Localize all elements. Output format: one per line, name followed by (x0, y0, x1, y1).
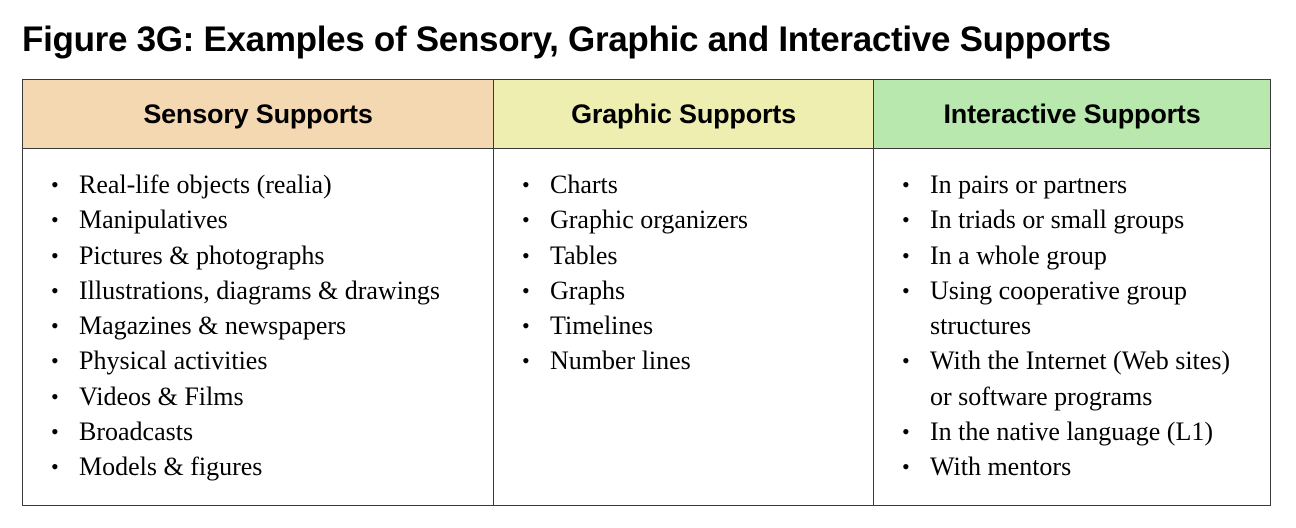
list-item (902, 414, 1258, 449)
list-item-text: Broadcasts (79, 417, 194, 447)
bullet-icon: • (51, 172, 59, 197)
list-item-text: Graphic organizers (550, 205, 749, 235)
list-item-text: With mentors (930, 452, 1072, 482)
list-item-text: Number lines (550, 346, 691, 376)
graphic-supports-header: Graphic Supports (494, 80, 874, 149)
list-item (51, 343, 481, 378)
list-item (522, 238, 861, 273)
list-item-text: Real-life objects (realia) (79, 170, 332, 199)
list-item (522, 308, 861, 343)
bullet-icon: • (51, 419, 59, 445)
bullet-icon: • (902, 419, 910, 445)
list-item (902, 167, 1258, 202)
sensory-supports-list (23, 149, 493, 485)
graphic-supports-list (494, 149, 873, 379)
list-item (902, 343, 1258, 414)
list-item (51, 167, 481, 202)
list-item-text: In triads or small groups (930, 205, 1185, 235)
list-item-text: Models & figures (79, 452, 263, 482)
list-item (51, 202, 481, 237)
list-item (51, 308, 481, 343)
list-item (902, 449, 1258, 484)
list-item-text: In the native language (L1) (930, 417, 1213, 447)
bullet-icon: • (522, 277, 530, 303)
bullet-icon: • (51, 277, 59, 303)
table-body-row (23, 149, 1271, 506)
list-item-text: Tables (550, 240, 618, 270)
bullet-icon: • (51, 383, 59, 409)
list-item-text: Graphs (550, 275, 626, 305)
list-item (522, 273, 861, 308)
bullet-icon: • (522, 172, 530, 197)
list-item-text: Using cooperative group structures (930, 275, 1188, 341)
bullet-icon: • (902, 277, 910, 303)
supports-table (22, 79, 1271, 506)
interactive-supports-cell (874, 149, 1271, 506)
list-item-text: With the Internet (Web sites) or software programs (930, 346, 1231, 411)
list-item-text: Magazines & newspapers (79, 311, 347, 341)
bullet-icon: • (522, 348, 530, 374)
list-item (51, 414, 481, 449)
bullet-icon: • (902, 242, 910, 268)
bullet-icon: • (51, 242, 59, 268)
list-item (522, 343, 861, 378)
list-item (51, 449, 481, 484)
interactive-supports-list (874, 149, 1270, 485)
list-item-text: Physical activities (79, 346, 268, 376)
list-item-text: Illustrations, diagrams & drawings (79, 275, 441, 305)
bullet-icon: • (51, 207, 59, 233)
list-item-text: Manipulatives (79, 205, 228, 235)
bullet-icon: • (522, 207, 530, 233)
list-item-text: Pictures & photographs (79, 240, 325, 270)
list-item (902, 273, 1258, 344)
figure-title: Figure 3G: Examples of Sensory, Graphic and Interactive Supports (22, 20, 1111, 59)
list-item (51, 238, 481, 273)
table-header-row (23, 80, 1271, 149)
bullet-icon: • (51, 313, 59, 339)
list-item (902, 238, 1258, 273)
graphic-supports-cell (494, 149, 874, 506)
interactive-supports-header: Interactive Supports (874, 80, 1271, 149)
list-item (51, 379, 481, 414)
bullet-icon: • (51, 454, 59, 480)
list-item-text: Timelines (550, 311, 654, 341)
bullet-icon: • (902, 454, 910, 480)
bullet-icon: • (51, 348, 59, 374)
bullet-icon: • (902, 172, 910, 197)
bullet-icon: • (522, 313, 530, 339)
list-item (522, 167, 861, 202)
bullet-icon: • (902, 207, 910, 233)
bullet-icon: • (522, 242, 530, 268)
sensory-supports-header: Sensory Supports (23, 80, 494, 149)
list-item-text: In a whole group (930, 240, 1107, 270)
list-item (902, 202, 1258, 237)
list-item (522, 202, 861, 237)
bullet-icon: • (902, 348, 910, 374)
list-item-text: Charts (550, 170, 618, 199)
list-item-text: In pairs or partners (930, 170, 1128, 199)
sensory-supports-cell (23, 149, 494, 506)
list-item-text: Videos & Films (79, 381, 244, 411)
list-item (51, 273, 481, 308)
